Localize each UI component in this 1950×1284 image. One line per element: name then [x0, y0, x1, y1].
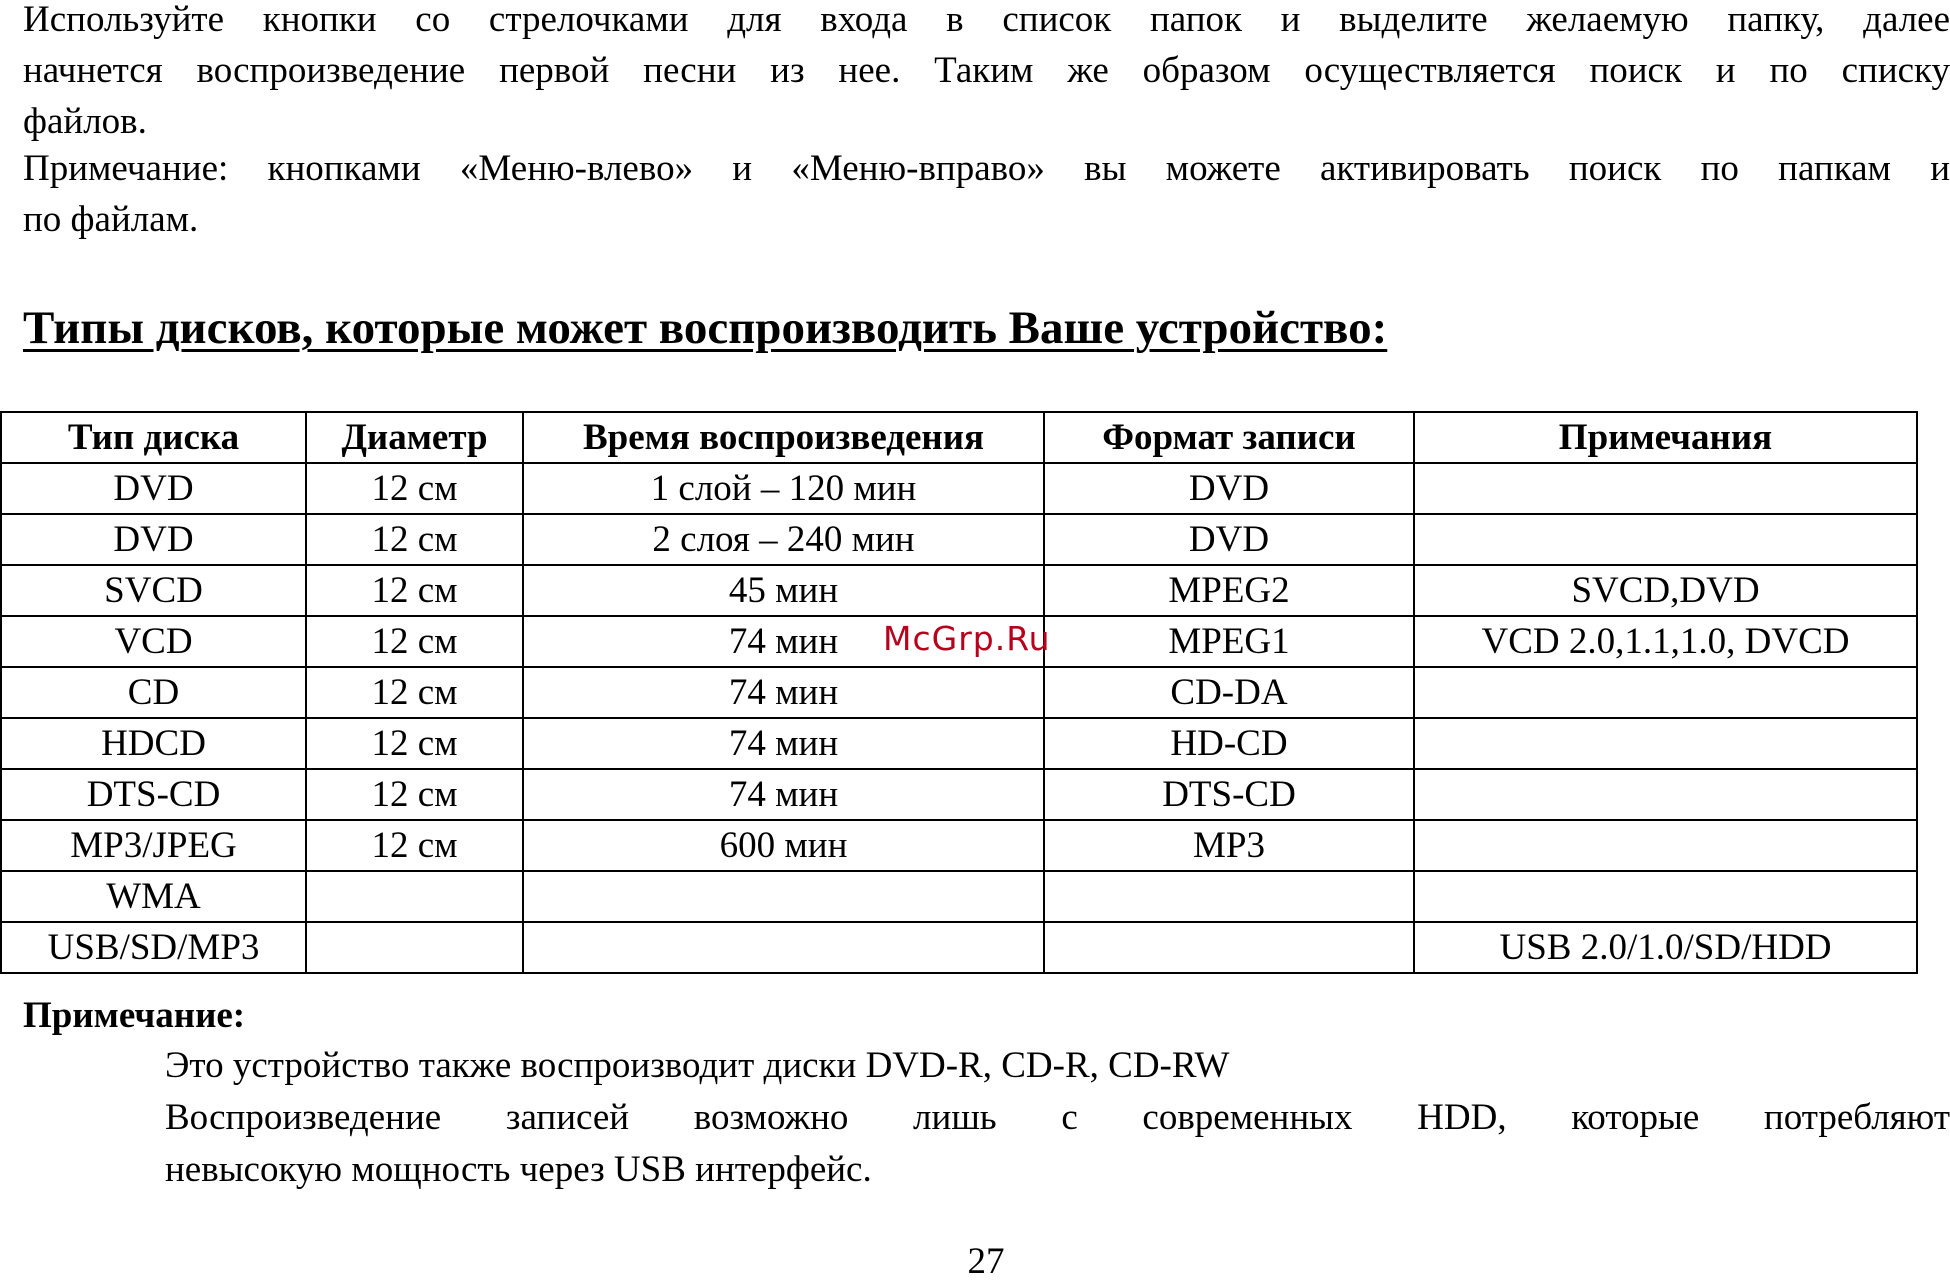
- table-cell: 74 мин: [523, 667, 1044, 718]
- table-cell: DTS-CD: [1044, 769, 1414, 820]
- note-body: [165, 1040, 1950, 1196]
- header-cell-disc-type: Тип диска: [1, 412, 306, 463]
- table-cell: MP3/JPEG: [1, 820, 306, 871]
- table-cell: WMA: [1, 871, 306, 922]
- table-cell: [1414, 514, 1917, 565]
- table-cell: 12 см: [306, 514, 523, 565]
- table-row: [1, 820, 1917, 871]
- table-cell: 12 см: [306, 667, 523, 718]
- table-row: [1, 871, 1917, 922]
- table-cell: SVCD: [1, 565, 306, 616]
- table-cell: HD-CD: [1044, 718, 1414, 769]
- table-cell: 600 мин: [523, 820, 1044, 871]
- note-line: невысокую мощность через USB интерфейс.: [165, 1149, 872, 1190]
- table-cell: 1 слой – 120 мин: [523, 463, 1044, 514]
- table-cell: 12 см: [306, 463, 523, 514]
- table-row: [1, 565, 1917, 616]
- table-row: [1, 769, 1917, 820]
- table-cell: SVCD,DVD: [1414, 565, 1917, 616]
- section-heading: Типы дисков, которые может воспроизводить Ваше устройство:: [23, 302, 1388, 354]
- intro-paragraph-2: [23, 143, 1950, 245]
- table-cell: 74 мин: [523, 616, 1044, 667]
- table-cell: MPEG1: [1044, 616, 1414, 667]
- table-cell: 74 мин: [523, 718, 1044, 769]
- table-cell: 2 слоя – 240 мин: [523, 514, 1044, 565]
- table-body: [1, 463, 1917, 973]
- table-cell: 74 мин: [523, 769, 1044, 820]
- table-cell: DVD: [1, 463, 306, 514]
- header-cell-play-time: Время воспроизведения: [523, 412, 1044, 463]
- table-cell: [306, 871, 523, 922]
- note-line: Это устройство также воспроизводит диски DVD-R, CD-R, CD-RW: [165, 1045, 1230, 1086]
- header-cell-notes: Примечания: [1414, 412, 1917, 463]
- table-cell: DTS-CD: [1, 769, 306, 820]
- table-cell: [1414, 820, 1917, 871]
- table-row: [1, 514, 1917, 565]
- intro-line: по файлам.: [23, 199, 199, 240]
- table-cell: MP3: [1044, 820, 1414, 871]
- table-row: [1, 922, 1917, 973]
- table-row: [1, 463, 1917, 514]
- table-cell: DVD: [1, 514, 306, 565]
- table-cell: DVD: [1044, 514, 1414, 565]
- table-cell: DVD: [1044, 463, 1414, 514]
- intro-line: начнется воспроизведение первой песни из нее. Таким же образом осуществляется поиск и по списку: [23, 50, 1950, 91]
- table-cell: 12 см: [306, 769, 523, 820]
- table-cell: [1414, 667, 1917, 718]
- table-cell: USB 2.0/1.0/SD/HDD: [1414, 922, 1917, 973]
- table-cell: [1414, 463, 1917, 514]
- page-number: 27: [967, 1241, 1005, 1282]
- table-cell: VCD: [1, 616, 306, 667]
- table-cell: [523, 871, 1044, 922]
- intro-line: Примечание: кнопками «Меню-влево» и «Меню-вправо» вы можете активировать поиск по папкам и: [23, 148, 1950, 189]
- table-cell: [306, 922, 523, 973]
- table-cell: VCD 2.0,1.1,1.0, DVCD: [1414, 616, 1917, 667]
- table-cell: 45 мин: [523, 565, 1044, 616]
- table-cell: [1414, 871, 1917, 922]
- table-cell: CD-DA: [1044, 667, 1414, 718]
- disc-types-table: [0, 411, 1918, 974]
- intro-line: файлов.: [23, 101, 147, 142]
- intro-line: Используйте кнопки со стрелочками для входа в список папок и выделите желаемую папку, далее: [23, 0, 1950, 40]
- note-heading: Примечание:: [23, 995, 246, 1036]
- table-cell: USB/SD/MP3: [1, 922, 306, 973]
- table-cell: MPEG2: [1044, 565, 1414, 616]
- table-cell: CD: [1, 667, 306, 718]
- table-row: [1, 667, 1917, 718]
- watermark: McGrp.Ru: [883, 619, 1051, 658]
- table-header-row: [1, 412, 1917, 463]
- header-cell-diameter: Диаметр: [306, 412, 523, 463]
- table-cell: 12 см: [306, 718, 523, 769]
- table-cell: [1414, 769, 1917, 820]
- intro-paragraph-1: [23, 0, 1950, 147]
- table-cell: [1414, 718, 1917, 769]
- table-cell: [1044, 922, 1414, 973]
- table-cell: 12 см: [306, 820, 523, 871]
- table-cell: HDCD: [1, 718, 306, 769]
- table-cell: 12 см: [306, 565, 523, 616]
- table-cell: [523, 922, 1044, 973]
- table-cell: 12 см: [306, 616, 523, 667]
- table-row: [1, 718, 1917, 769]
- note-line: Воспроизведение записей возможно лишь с современных HDD, которые потребляют: [165, 1097, 1950, 1138]
- table-cell: [1044, 871, 1414, 922]
- header-cell-format: Формат записи: [1044, 412, 1414, 463]
